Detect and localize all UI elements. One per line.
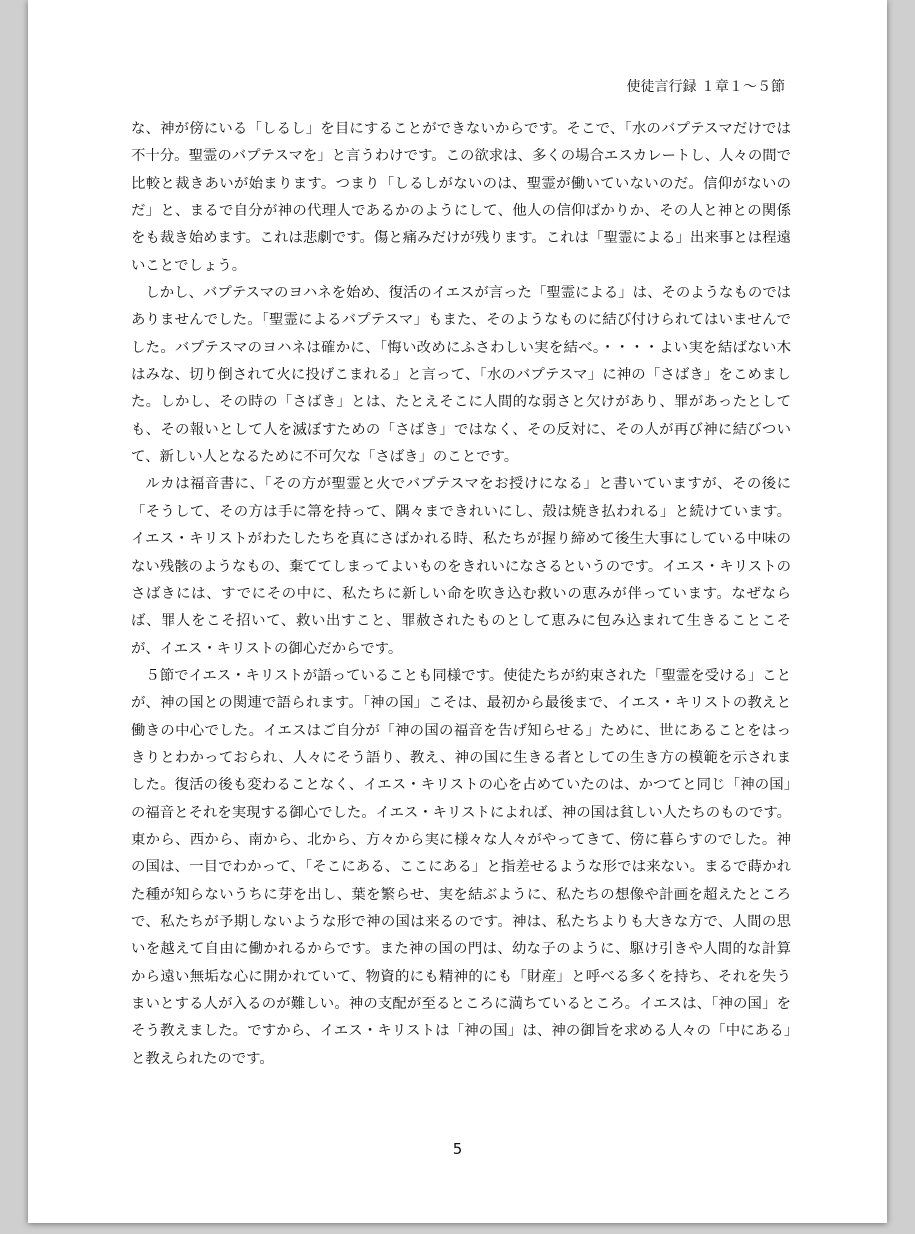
paragraph-3: ルカは福音書に、「その方が聖霊と火でバプテスマをお授けになる」と書いていますが、その後に「そうして、その方は手に箒を持って、隅々まできれいにし、殻は焼き払われる」と続けています。イエス・キリストがわたしたちを真にさばかれる時、私たちが握り締めて後生大事にしている中味のない残骸のようなもの、棄ててしまってよいものをきれいになさるというのです。イエス・キリストのさばきには、すでにその中に、私たちに新しい命を吹き込む救いの恵みが伴っています。なぜならば、罪人をこそ招いて、救い出すこと、罪赦されたものとして恵みに包み込まれて生きることこそが、イエス・キリストの御心だからです。 [131, 476, 791, 657]
body-text [131, 116, 791, 1073]
page-number: 5 [452, 1140, 463, 1158]
paragraph-2: しかし、バプテスマのヨハネを始め、復活のイエスが言った「聖霊による」は、そのようなものではありませんでした。「聖霊によるバプテスマ」もまた、そのようなものに結び付けられてはいませんでした。バプテスマのヨハネは確かに、「悔い改めにふさわしい実を結べ。・・・・よい実を結ばない木はみな、切り倒されて火に投げこまれる」と言って、「水のバプテスマ」に神の「さばき」をこめました。しかし、その時の「さばき」とは、たとえそこに人間的な弱さと欠けがあり、罪があったとしても、その報いとして人を滅ぼすための「さばき」ではなく、その反対に、その人が再び神に結びついて、新しい人となるために不可欠な「さばき」のことです。 [131, 285, 792, 466]
document-page [28, 0, 887, 1223]
paragraph-4: ５節でイエス・キリストが語っていることも同様です。使徒たちが約束された「聖霊を受ける」ことが、神の国との関連で語られます。「神の国」こそは、最初から最後まで、イエス・キリストの教えと働きの中心でした。イエスはご自分が「神の国の福音を告げ知らせる」ために、世にあることをはっきりとわかっておられ、人々にそう語り、教え、神の国に生きる者としての生き方の模範を示されました。復活の後も変わることなく、イエス・キリストの心を占めていたのは、かつてと同じ「神の国」の福音とそれを実現する御心でした。イエス・キリストによれば、神の国は貧しい人たちのものです。東から、西から、南から、北から、方々から実に様々な人々がやってきて、傍に暮らすのでした。神の国は、一目でわかって、「そこにある、ここにある」と指差せるような形では来ない。まるで蒔かれた種が知らないうちに芽を出し、葉を繁らせ、実を結ぶように、私たちの想像や計画を超えたところで、私たちが予期しないような形で神の国は来るのです。神は、私たちよりも大きな方で、人間の思いを越えて自由に働かれるからです。また神の国の門は、幼な子のように、駆け引きや人間的な計算から遠い無垢な心に開かれていて、物資的にも精神的にも「財産」と呼べる多くを持ち、それを失うまいとする人が入るのが難しい。神の支配が至るところに満ちているところ。イエスは、「神の国」をそう教えました。ですから、イエス・キリストは「神の国」は、神の御旨を求める人々の「中にある」と教えられたのです。 [131, 667, 791, 1067]
paragraph-1: な、神が傍にいる「しるし」を目にすることができないからです。そこで、「水のバプテスマだけでは不十分。聖霊のバプテスマを」と言うわけです。この欲求は、多くの場合エスカレートし、人々の間で比較と裁きあいが始まります。つまり「しるしがないのは、聖霊が働いていないのだ。信仰がないのだ」と、まるで自分が神の代理人であるかのようにして、他人の信仰ばかりか、その人と神との関係をも裁き始めます。これは悲劇です。傷と痛みだけが残ります。これは「聖霊による」出来事とは程遠いことでしょう。 [131, 121, 791, 274]
running-header: 使徒言行録 １章１〜５節 [626, 79, 785, 95]
